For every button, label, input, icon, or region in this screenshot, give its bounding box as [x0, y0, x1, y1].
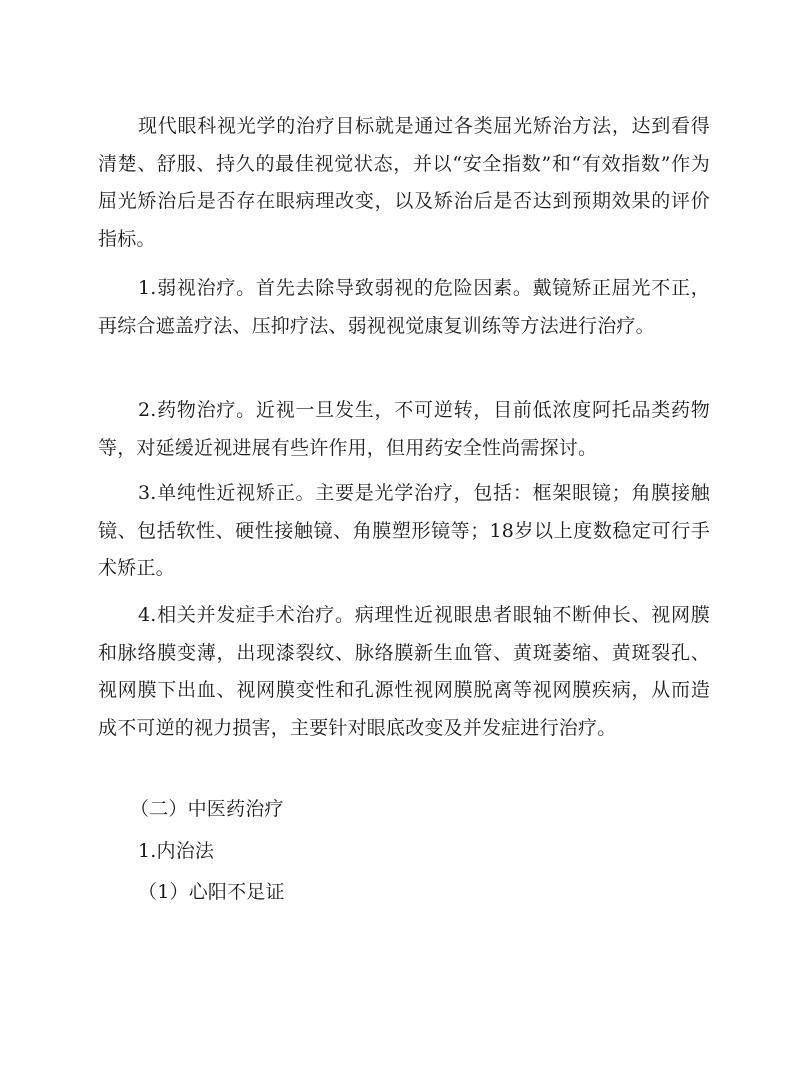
- subheading-heart-yang-deficiency: （1）心阳不足证: [138, 881, 285, 903]
- subheading-internal-treatment: 1.内治法: [138, 840, 215, 862]
- paragraph-myopia-correction: 3.单纯性近视矫正。主要是光学治疗，包括：框架眼镜；角膜接触镜、包括软性、硬性接触镜、角膜塑形镜等；18岁以上度数稳定可行手术矫正。: [98, 482, 710, 579]
- paragraph-complication-surgery: 4.相关并发症手术治疗。病理性近视眼患者眼轴不断伸长、视网膜和脉络膜变薄，出现漆裂纹、脉络膜新生血管、黄斑萎缩、黄斑裂孔、视网膜下出血、视网膜变性和孔源性视网膜脱离等视网膜疾病，从而造成不可逆的视力损害，主要针对眼底改变及并发症进行治疗。: [98, 604, 710, 739]
- paragraph-treatment-goal: 现代眼科视光学的治疗目标就是通过各类屈光矫治方法，达到看得清楚、舒服、持久的最佳视觉状态，并以“安全指数”和“有效指数”作为屈光矫治后是否存在眼病理改变，以及矫治后是否达到预期效果的评价指标。: [98, 115, 710, 250]
- paragraph-amblyopia-treatment: 1.弱视治疗。首先去除导致弱视的危险因素。戴镜矫正屈光不正，再综合遮盖疗法、压抑疗法、弱视视觉康复训练等方法进行治疗。: [98, 277, 710, 337]
- section-heading-tcm-treatment: （二）中医药治疗: [130, 798, 284, 820]
- paragraph-drug-treatment: 2.药物治疗。近视一旦发生，不可逆转，目前低浓度阿托品类药物等，对延缓近视进展有些许作用，但用药安全性尚需探讨。: [98, 399, 710, 459]
